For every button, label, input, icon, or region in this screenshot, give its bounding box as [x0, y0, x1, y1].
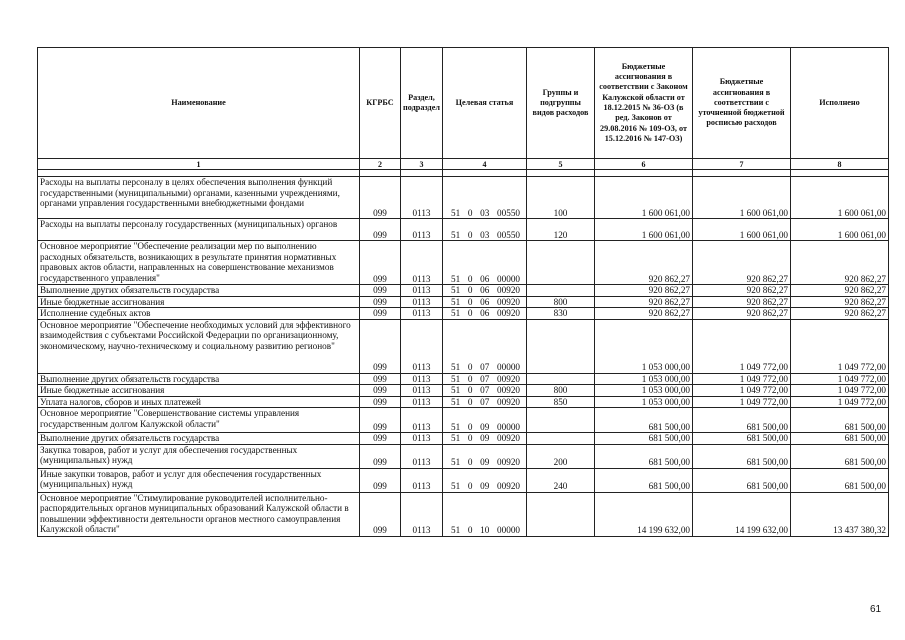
row-name: Расходы на выплаты персоналу государственных (муниципальных) органов	[38, 219, 360, 241]
spacer-row	[38, 170, 889, 177]
row-kgrbs: 099	[360, 285, 401, 297]
row-target-article	[443, 308, 527, 320]
row-name: Исполнение судебных актов	[38, 308, 360, 320]
table-body	[38, 177, 889, 537]
row-approved: 14 199 632,00	[595, 492, 693, 536]
article-part: 0	[467, 285, 473, 295]
row-razdel: 0113	[401, 285, 443, 297]
column-number: 1	[38, 159, 360, 170]
table-row	[38, 285, 889, 297]
article-part: 09	[480, 457, 490, 467]
header-name: Наименование	[38, 48, 360, 159]
column-number: 8	[791, 159, 889, 170]
article-part: 10	[480, 525, 490, 535]
article-part: 06	[480, 308, 490, 318]
row-kgrbs: 099	[360, 444, 401, 468]
row-revised: 681 500,00	[693, 433, 791, 445]
row-kgrbs: 099	[360, 296, 401, 308]
row-razdel: 0113	[401, 492, 443, 536]
row-expense-group: 240	[527, 468, 595, 492]
row-expense-group: 850	[527, 396, 595, 408]
header-executed: Исполнено	[791, 48, 889, 159]
row-target-article	[443, 492, 527, 536]
row-approved: 681 500,00	[595, 468, 693, 492]
row-name: Выполнение других обязательств государства	[38, 433, 360, 445]
row-kgrbs: 099	[360, 468, 401, 492]
article-part: 07	[480, 362, 490, 372]
row-target-article	[443, 385, 527, 397]
row-razdel: 0113	[401, 373, 443, 385]
row-approved: 1 053 000,00	[595, 319, 693, 373]
row-expense-group	[527, 492, 595, 536]
row-executed: 1 600 061,00	[791, 177, 889, 219]
article-part: 00920	[497, 433, 520, 443]
article-part: 0	[467, 373, 473, 384]
row-kgrbs: 099	[360, 433, 401, 445]
table-row	[38, 396, 889, 408]
table-row	[38, 444, 889, 468]
article-part: 00000	[497, 421, 520, 432]
article-part: 0	[467, 421, 473, 432]
row-target-article	[443, 408, 527, 433]
row-target-article	[443, 296, 527, 308]
header-revised-budget: Бюджетные ассигнования в соответствии с уточненной бюджетной росписью расходов	[693, 48, 791, 159]
row-razdel: 0113	[401, 241, 443, 285]
article-part: 0	[467, 308, 473, 318]
row-approved: 1 600 061,00	[595, 219, 693, 241]
row-revised: 1 049 772,00	[693, 396, 791, 408]
row-kgrbs: 099	[360, 408, 401, 433]
article-part: 51	[451, 273, 461, 284]
column-number: 4	[443, 159, 527, 170]
row-approved: 1 053 000,00	[595, 385, 693, 397]
table-row	[38, 468, 889, 492]
article-part: 0	[467, 525, 473, 535]
row-revised: 681 500,00	[693, 468, 791, 492]
article-part: 06	[480, 273, 490, 284]
row-target-article	[443, 444, 527, 468]
article-part: 51	[451, 285, 461, 295]
article-part: 51	[451, 481, 461, 491]
row-executed: 920 862,27	[791, 308, 889, 320]
article-part: 51	[451, 525, 461, 535]
article-part: 00920	[497, 457, 520, 467]
row-revised: 1 049 772,00	[693, 385, 791, 397]
row-approved: 681 500,00	[595, 433, 693, 445]
row-executed: 681 500,00	[791, 433, 889, 445]
row-name: Расходы на выплаты персоналу в целях обеспечения выполнения функций государственными (муниципальными) органами, казенными учреждениями, органами управления государственными внебюджетными фондами	[38, 177, 360, 219]
row-razdel: 0113	[401, 468, 443, 492]
article-part: 0	[467, 273, 473, 284]
row-executed: 1 049 772,00	[791, 385, 889, 397]
row-razdel: 0113	[401, 396, 443, 408]
table-row	[38, 492, 889, 536]
article-part: 00920	[497, 285, 520, 295]
table-row	[38, 241, 889, 285]
article-part: 51	[451, 433, 461, 443]
row-name: Уплата налогов, сборов и иных платежей	[38, 396, 360, 408]
table-row	[38, 373, 889, 385]
row-razdel: 0113	[401, 308, 443, 320]
article-part: 00920	[497, 296, 520, 307]
row-name: Основное мероприятие "Стимулирование руководителей исполнительно-распорядительных органов муниципальных образований Калужской области в повышении эффективности деятельности органов местного самоуправления Калужской области"	[38, 492, 360, 536]
row-kgrbs: 099	[360, 177, 401, 219]
row-razdel: 0113	[401, 296, 443, 308]
row-kgrbs: 099	[360, 385, 401, 397]
row-revised: 1 600 061,00	[693, 219, 791, 241]
article-part: 00920	[497, 396, 520, 407]
row-revised: 920 862,27	[693, 308, 791, 320]
page-number: 61	[870, 604, 882, 615]
article-part: 51	[451, 308, 461, 318]
table-row	[38, 177, 889, 219]
row-revised: 681 500,00	[693, 408, 791, 433]
row-expense-group: 120	[527, 219, 595, 241]
row-revised: 1 049 772,00	[693, 373, 791, 385]
row-expense-group: 800	[527, 385, 595, 397]
article-part: 51	[451, 362, 461, 372]
table-header-row	[38, 48, 889, 159]
row-name: Иные бюджетные ассигнования	[38, 385, 360, 397]
row-approved: 920 862,27	[595, 308, 693, 320]
row-approved: 920 862,27	[595, 285, 693, 297]
row-revised: 1 049 772,00	[693, 319, 791, 373]
article-part: 00920	[497, 481, 520, 491]
row-revised: 920 862,27	[693, 241, 791, 285]
row-kgrbs: 099	[360, 241, 401, 285]
row-target-article	[443, 396, 527, 408]
row-revised: 920 862,27	[693, 296, 791, 308]
row-name: Основное мероприятие "Обеспечение необходимых условий для эффективного взаимодействия с субъектами Российской Федерации по организационному, экономическому, научно-техническому и социальному развитию регионов"	[38, 319, 360, 373]
row-approved: 681 500,00	[595, 408, 693, 433]
row-target-article	[443, 285, 527, 297]
row-revised: 681 500,00	[693, 444, 791, 468]
row-expense-group	[527, 241, 595, 285]
article-part: 00550	[497, 207, 520, 218]
row-razdel: 0113	[401, 177, 443, 219]
row-revised: 1 600 061,00	[693, 177, 791, 219]
column-number: 5	[527, 159, 595, 170]
row-target-article	[443, 319, 527, 373]
row-expense-group	[527, 285, 595, 297]
row-executed: 1 600 061,00	[791, 219, 889, 241]
row-name: Закупка товаров, работ и услуг для обеспечения государственных (муниципальных) нужд	[38, 444, 360, 468]
row-expense-group	[527, 408, 595, 433]
row-approved: 681 500,00	[595, 444, 693, 468]
article-part: 51	[451, 296, 461, 307]
row-expense-group	[527, 319, 595, 373]
article-part: 0	[467, 362, 473, 372]
header-kgrbs: КГРБС	[360, 48, 401, 159]
table-row	[38, 385, 889, 397]
article-part: 0	[467, 207, 473, 218]
article-part: 51	[451, 457, 461, 467]
row-expense-group	[527, 433, 595, 445]
row-name: Иные бюджетные ассигнования	[38, 296, 360, 308]
row-executed: 13 437 380,32	[791, 492, 889, 536]
article-part: 06	[480, 296, 490, 307]
article-part: 00920	[497, 308, 520, 318]
row-kgrbs: 099	[360, 219, 401, 241]
row-executed: 1 049 772,00	[791, 373, 889, 385]
row-executed: 920 862,27	[791, 241, 889, 285]
article-part: 51	[451, 396, 461, 407]
row-target-article	[443, 219, 527, 241]
row-executed: 1 049 772,00	[791, 319, 889, 373]
article-part: 00550	[497, 229, 520, 240]
row-revised: 14 199 632,00	[693, 492, 791, 536]
row-name: Основное мероприятие "Обеспечение реализации мер по выполнению расходных обязательств, возникающих в результате принятия нормативных правовых актов области, направленных на совершенствование механизмов государственного управления"	[38, 241, 360, 285]
row-approved: 1 053 000,00	[595, 396, 693, 408]
article-part: 51	[451, 385, 461, 395]
budget-table	[37, 47, 889, 537]
article-part: 0	[467, 457, 473, 467]
row-kgrbs: 099	[360, 373, 401, 385]
row-target-article	[443, 468, 527, 492]
table-row	[38, 433, 889, 445]
row-expense-group	[527, 373, 595, 385]
column-number: 2	[360, 159, 401, 170]
row-name: Основное мероприятие "Совершенствование системы управления государственным долгом Калужской области"	[38, 408, 360, 433]
header-approved-budget: Бюджетные ассигнования в соответствии с Законом Калужской области от 18.12.2015 № 36-ОЗ (в ред. Законов от 29.08.2016 № 109-ОЗ, от 15.12.2016 № 147-ОЗ)	[595, 48, 693, 159]
table-row	[38, 296, 889, 308]
column-number: 6	[595, 159, 693, 170]
article-part: 07	[480, 396, 490, 407]
row-razdel: 0113	[401, 444, 443, 468]
row-approved: 920 862,27	[595, 241, 693, 285]
row-expense-group: 100	[527, 177, 595, 219]
article-part: 09	[480, 481, 490, 491]
article-part: 00000	[497, 362, 520, 372]
row-revised: 920 862,27	[693, 285, 791, 297]
row-expense-group: 800	[527, 296, 595, 308]
row-kgrbs: 099	[360, 396, 401, 408]
article-part: 51	[451, 373, 461, 384]
article-part: 03	[480, 207, 490, 218]
row-expense-group: 830	[527, 308, 595, 320]
article-part: 00000	[497, 525, 520, 535]
article-part: 0	[467, 396, 473, 407]
row-razdel: 0113	[401, 319, 443, 373]
article-part: 09	[480, 433, 490, 443]
article-part: 0	[467, 296, 473, 307]
article-part: 0	[467, 481, 473, 491]
row-name: Выполнение других обязательств государства	[38, 373, 360, 385]
table-row	[38, 308, 889, 320]
row-executed: 681 500,00	[791, 468, 889, 492]
article-part: 51	[451, 421, 461, 432]
column-number-row	[38, 159, 889, 170]
row-name: Иные закупки товаров, работ и услуг для обеспечения государственных (муниципальных) нужд	[38, 468, 360, 492]
row-executed: 681 500,00	[791, 444, 889, 468]
article-part: 06	[480, 285, 490, 295]
table-row	[38, 219, 889, 241]
article-part: 09	[480, 421, 490, 432]
article-part: 0	[467, 385, 473, 395]
row-razdel: 0113	[401, 385, 443, 397]
row-razdel: 0113	[401, 219, 443, 241]
article-part: 00000	[497, 273, 520, 284]
article-part: 0	[467, 229, 473, 240]
article-part: 07	[480, 373, 490, 384]
table-row	[38, 319, 889, 373]
header-target-article: Целевая статья	[443, 48, 527, 159]
header-razdel: Раздел, подраздел	[401, 48, 443, 159]
table-row	[38, 408, 889, 433]
row-target-article	[443, 433, 527, 445]
row-executed: 681 500,00	[791, 408, 889, 433]
row-executed: 1 049 772,00	[791, 396, 889, 408]
header-expense-groups: Группы и подгруппы видов расходов	[527, 48, 595, 159]
row-approved: 1 600 061,00	[595, 177, 693, 219]
row-kgrbs: 099	[360, 319, 401, 373]
row-name: Выполнение других обязательств государства	[38, 285, 360, 297]
article-part: 00920	[497, 373, 520, 384]
row-kgrbs: 099	[360, 492, 401, 536]
row-target-article	[443, 241, 527, 285]
row-expense-group: 200	[527, 444, 595, 468]
row-executed: 920 862,27	[791, 296, 889, 308]
article-part: 0	[467, 433, 473, 443]
column-number: 3	[401, 159, 443, 170]
row-approved: 1 053 000,00	[595, 373, 693, 385]
row-target-article	[443, 177, 527, 219]
article-part: 03	[480, 229, 490, 240]
row-kgrbs: 099	[360, 308, 401, 320]
article-part: 00920	[497, 385, 520, 395]
row-approved: 920 862,27	[595, 296, 693, 308]
article-part: 07	[480, 385, 490, 395]
article-part: 51	[451, 207, 461, 218]
article-part: 51	[451, 229, 461, 240]
row-razdel: 0113	[401, 408, 443, 433]
row-executed: 920 862,27	[791, 285, 889, 297]
row-razdel: 0113	[401, 433, 443, 445]
row-target-article	[443, 373, 527, 385]
column-number: 7	[693, 159, 791, 170]
